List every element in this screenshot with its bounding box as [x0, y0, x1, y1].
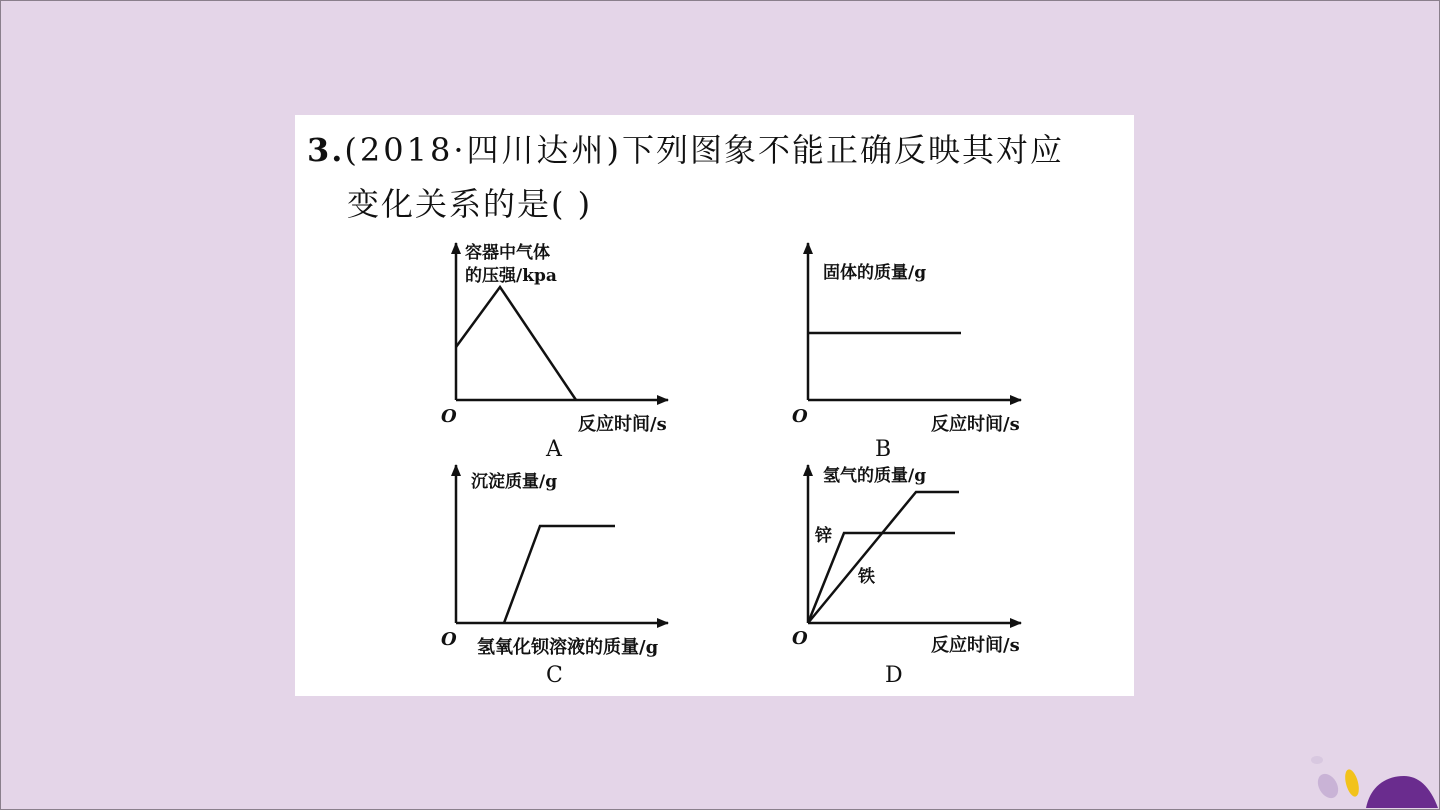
graph-a-y-label-2: 的压强/kpa	[465, 266, 557, 286]
question-source: (2018·四川达州)	[344, 131, 622, 169]
graph-c	[441, 465, 668, 688]
graphs-figure	[295, 115, 1134, 696]
graph-d-x-label: 反应时间/s	[931, 635, 1020, 656]
question-text-1: 下列图象不能正确反映其对应	[622, 131, 1065, 169]
graph-b-y-label: 固体的质量/g	[823, 263, 927, 283]
graph-c-x-label: 氢氧化钡溶液的质量/g	[477, 637, 659, 658]
deco-yellow-leaf-icon	[1343, 768, 1362, 798]
question-number: 3.	[307, 131, 345, 169]
graph-c-y-label: 沉淀质量/g	[471, 472, 558, 492]
graph-c-letter: C	[546, 663, 563, 688]
graph-c-curve	[504, 526, 615, 623]
graph-d-curve-iron	[808, 492, 959, 623]
graph-b-x-label: 反应时间/s	[931, 414, 1020, 435]
graph-a	[441, 242, 668, 462]
graph-a-x-label: 反应时间/s	[578, 414, 667, 435]
graph-c-origin: O	[441, 629, 457, 650]
graph-d-letter: D	[885, 663, 903, 688]
graph-a-letter: A	[546, 437, 562, 462]
graph-d-origin: O	[792, 628, 808, 649]
graph-a-y-label-1: 容器中气体	[465, 243, 550, 263]
graph-b-letter: B	[875, 437, 892, 462]
graph-b	[792, 243, 1021, 462]
graph-b-origin: O	[792, 406, 808, 427]
graph-a-origin: O	[441, 406, 457, 427]
question-card	[295, 115, 1134, 696]
corner-decoration	[1300, 740, 1440, 810]
deco-lilac-leaf-icon	[1314, 770, 1343, 802]
graph-d-curve-zinc	[808, 533, 955, 623]
graph-d-y-label: 氢气的质量/g	[823, 466, 927, 486]
graph-d-label-zinc: 锌	[815, 526, 832, 546]
question-line-2: 变化关系的是( )	[347, 185, 593, 223]
deco-purple-leaf-icon	[1366, 776, 1438, 808]
deco-small-leaf-icon	[1311, 756, 1323, 764]
graph-d-label-iron: 铁	[858, 567, 875, 587]
graph-d	[792, 465, 1021, 688]
graph-a-curve	[456, 287, 576, 400]
